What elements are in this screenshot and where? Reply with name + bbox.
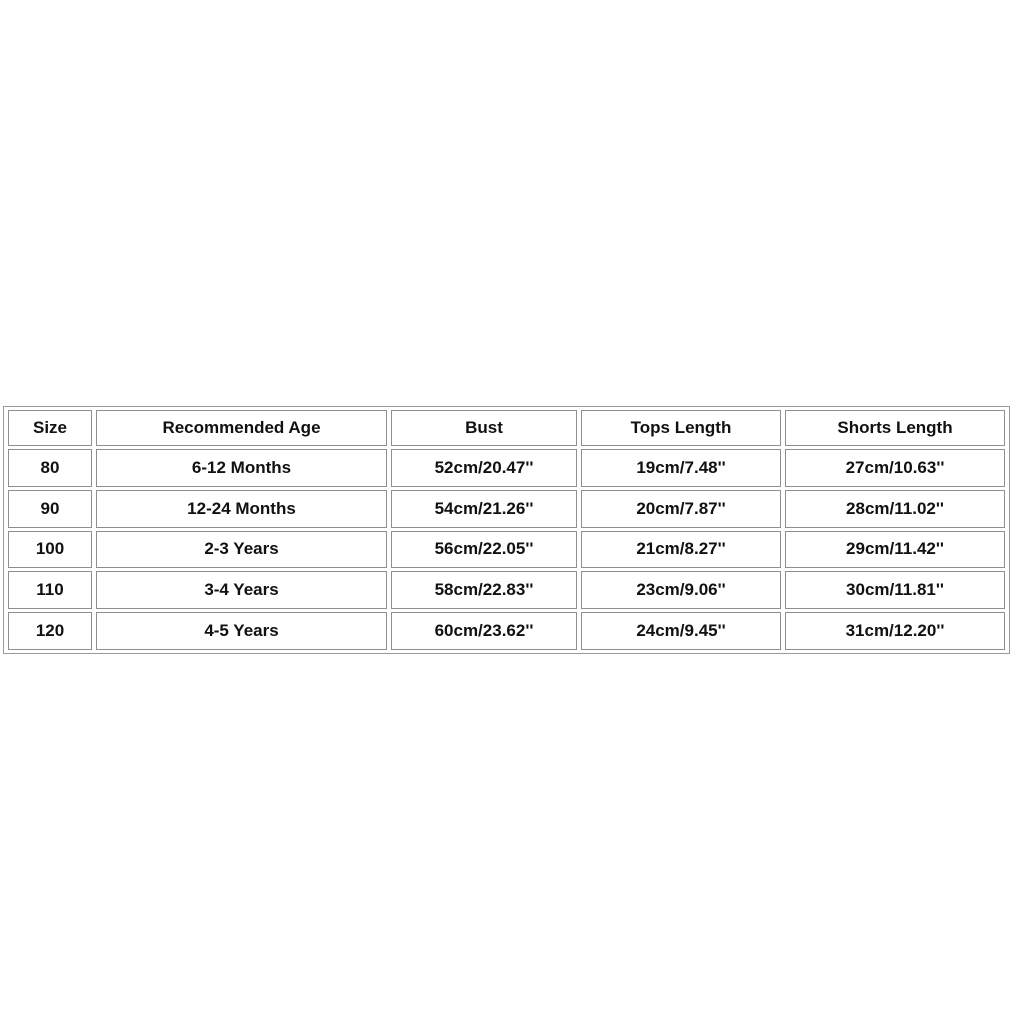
cell-bust: 52cm/20.47'' [391,449,577,487]
cell-bust: 56cm/22.05'' [391,531,577,569]
cell-recommended-age: 2-3 Years [96,531,387,569]
cell-tops-length: 24cm/9.45'' [581,612,781,650]
cell-recommended-age: 6-12 Months [96,449,387,487]
size-chart-table [4,407,1009,653]
cell-bust: 60cm/23.62'' [391,612,577,650]
table-row [8,571,1005,609]
header-bust: Bust [391,410,577,446]
table-row [8,612,1005,650]
size-chart [3,406,1010,654]
cell-shorts-length: 28cm/11.02'' [785,490,1005,528]
cell-size: 90 [8,490,92,528]
cell-shorts-length: 29cm/11.42'' [785,531,1005,569]
cell-recommended-age: 12-24 Months [96,490,387,528]
cell-size: 110 [8,571,92,609]
cell-bust: 54cm/21.26'' [391,490,577,528]
header-tops-length: Tops Length [581,410,781,446]
cell-tops-length: 23cm/9.06'' [581,571,781,609]
cell-shorts-length: 27cm/10.63'' [785,449,1005,487]
table-header-row [8,410,1005,446]
header-size: Size [8,410,92,446]
table-row [8,490,1005,528]
cell-tops-length: 21cm/8.27'' [581,531,781,569]
cell-shorts-length: 30cm/11.81'' [785,571,1005,609]
table-row [8,531,1005,569]
cell-size: 80 [8,449,92,487]
cell-size: 120 [8,612,92,650]
cell-tops-length: 20cm/7.87'' [581,490,781,528]
cell-bust: 58cm/22.83'' [391,571,577,609]
cell-size: 100 [8,531,92,569]
table-row [8,449,1005,487]
header-recommended-age: Recommended Age [96,410,387,446]
header-shorts-length: Shorts Length [785,410,1005,446]
cell-recommended-age: 3-4 Years [96,571,387,609]
cell-tops-length: 19cm/7.48'' [581,449,781,487]
cell-recommended-age: 4-5 Years [96,612,387,650]
cell-shorts-length: 31cm/12.20'' [785,612,1005,650]
